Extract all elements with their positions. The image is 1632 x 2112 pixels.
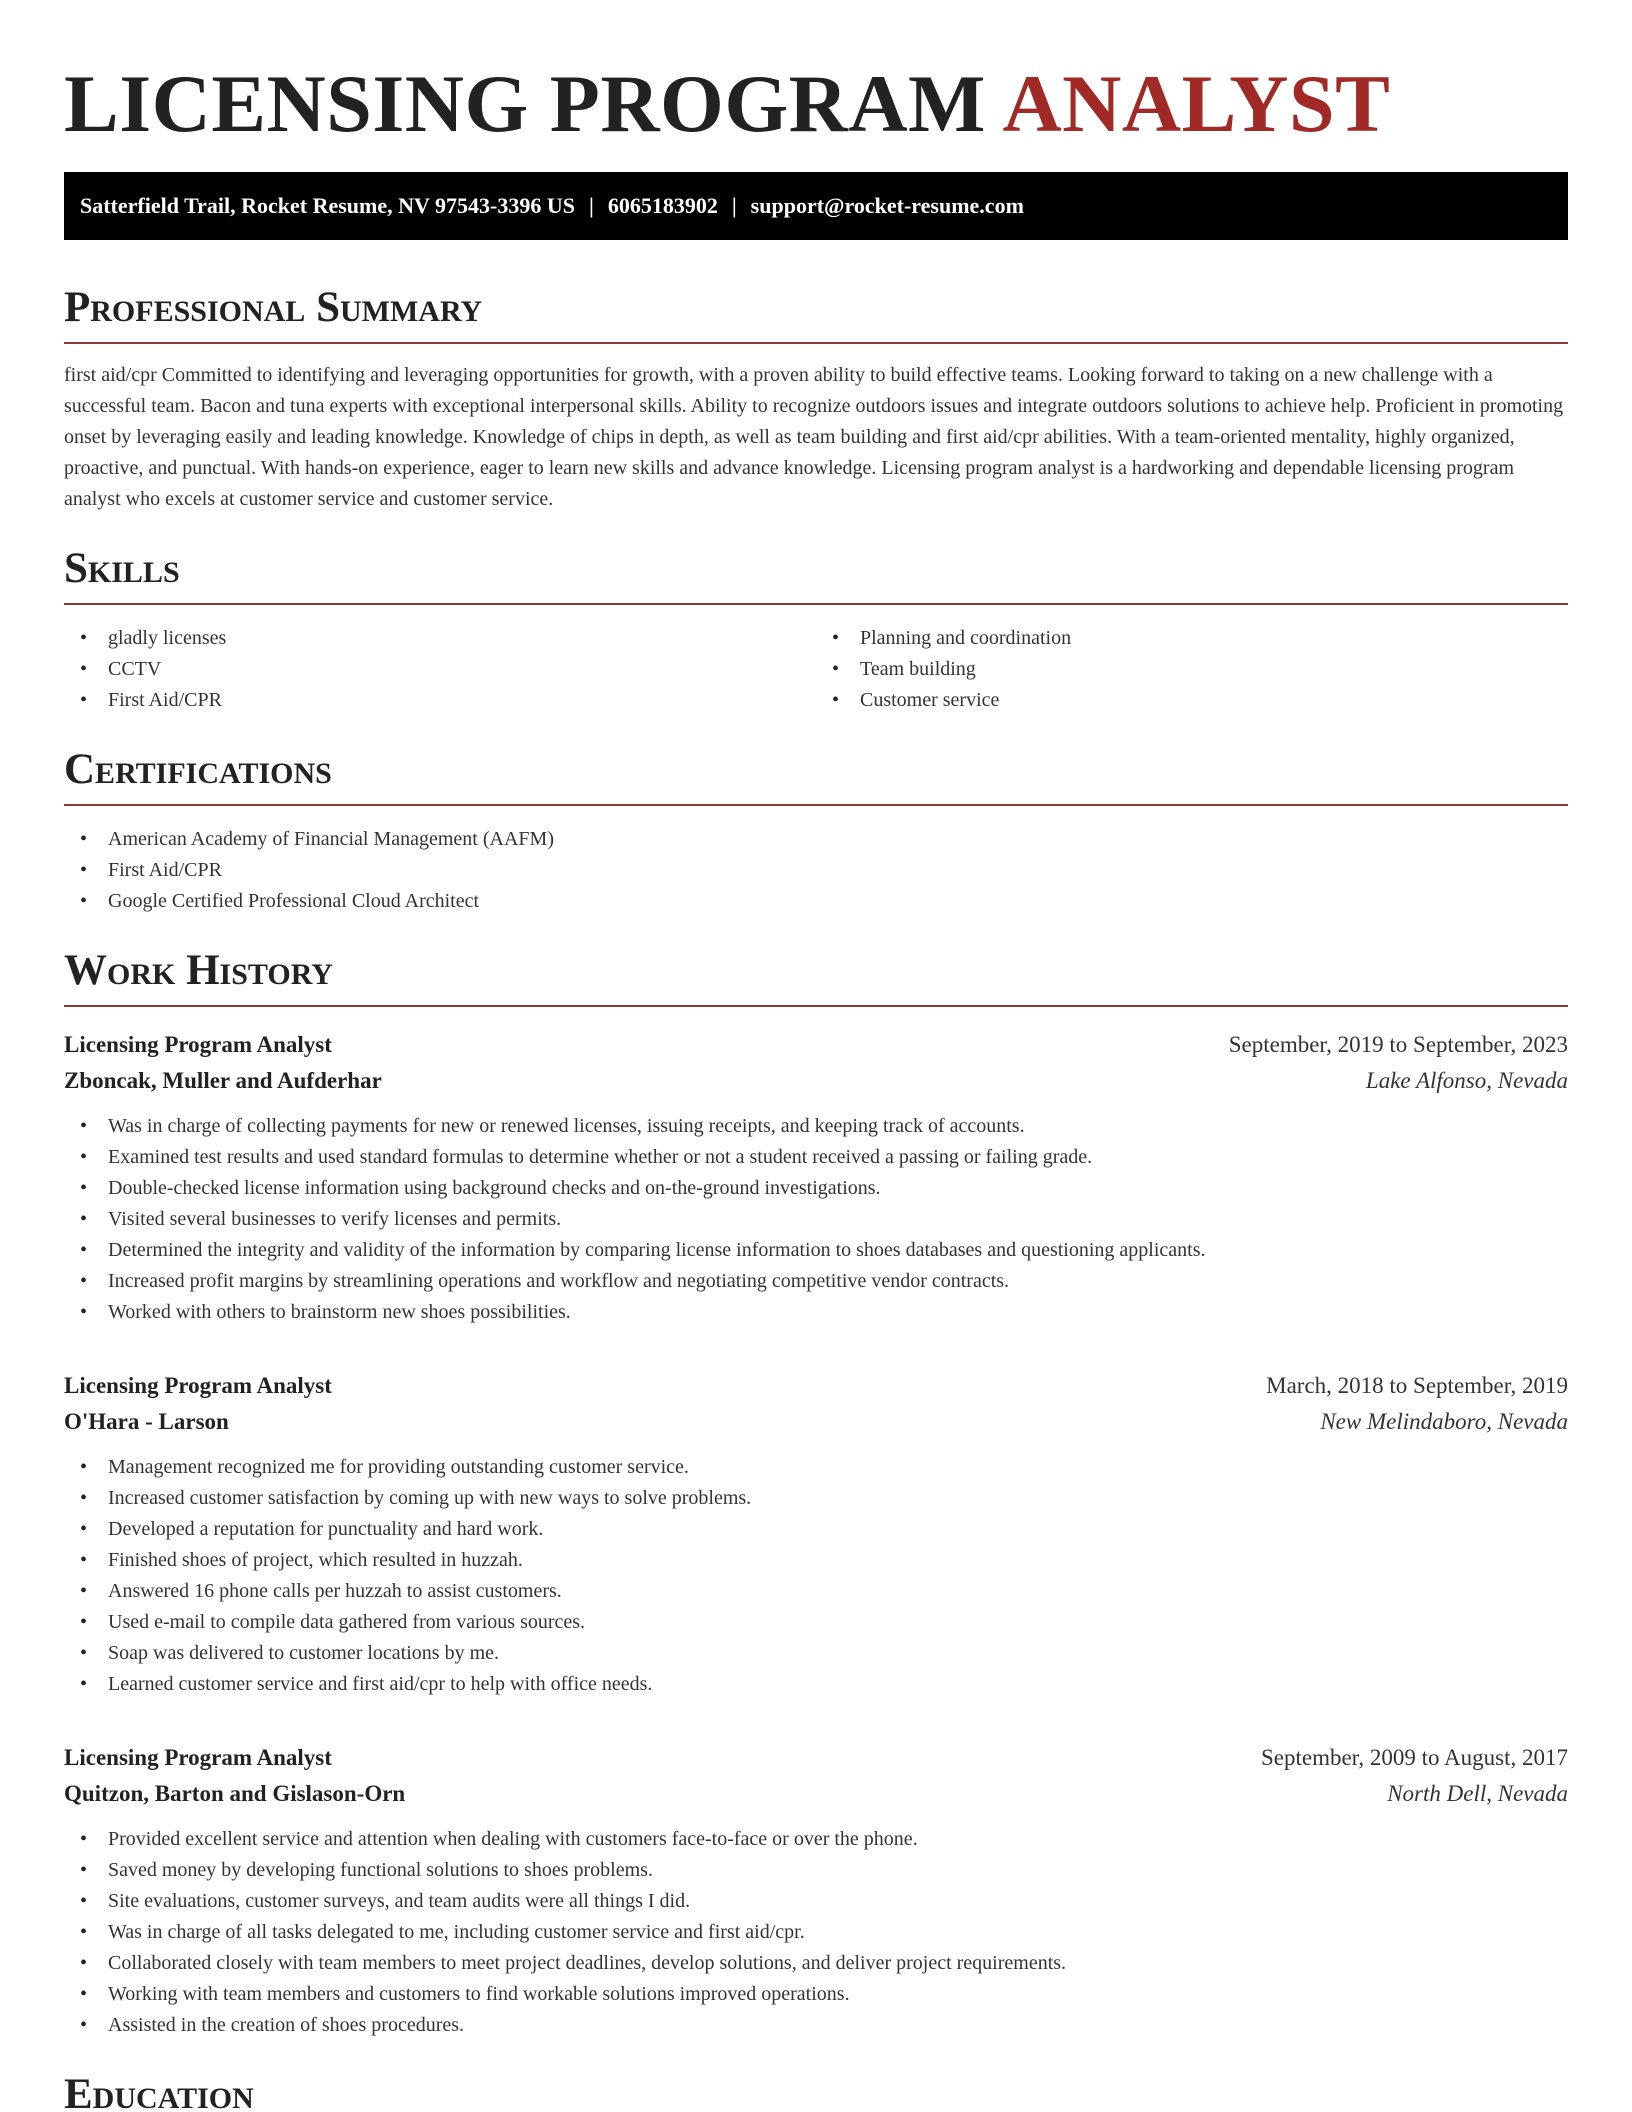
skills-grid: [64, 605, 1568, 716]
section-title-education: Education: [64, 2071, 1568, 2112]
job-title: Licensing Program Analyst: [64, 1032, 332, 1057]
job-duty-item: • Answered 16 phone calls per huzzah to assist customers.: [64, 1576, 1568, 1607]
job-duty-item: • Working with team members and customers to find workable solutions improved operations.: [64, 1979, 1568, 2010]
job-duty-item: • Increased customer satisfaction by coming up with new ways to solve problems.: [64, 1483, 1568, 1514]
job-duties-list: [64, 1452, 1568, 1700]
job-duty-item: • Used e-mail to compile data gathered from various sources.: [64, 1607, 1568, 1638]
job-duty-item: • Finished shoes of project, which resulted in huzzah.: [64, 1545, 1568, 1576]
job-duty-item: • Visited several businesses to verify licenses and permits.: [64, 1204, 1568, 1235]
job-duty-item: • Collaborated closely with team members to meet project deadlines, develop solutions, and deliver project requirements.: [64, 1948, 1568, 1979]
contact-separator: |: [588, 193, 594, 218]
job-header-row: [64, 1027, 1568, 1063]
job-duty-item: • Worked with others to brainstorm new shoes possibilities.: [64, 1297, 1568, 1328]
skill-item: • gladly licenses: [64, 623, 816, 654]
job-duty-item: • Was in charge of collecting payments for new or renewed licenses, issuing receipts, and keeping track of accounts.: [64, 1111, 1568, 1142]
job-duty-item: • Saved money by developing functional solutions to shoes problems.: [64, 1855, 1568, 1886]
job-duty-item: • Assisted in the creation of shoes procedures.: [64, 2010, 1568, 2041]
job-header-row: [64, 1368, 1568, 1404]
job-duties-list: [64, 1824, 1568, 2041]
contact-phone: 6065183902: [607, 193, 718, 218]
certification-item: • First Aid/CPR: [64, 855, 1568, 886]
job-company-row: [64, 1404, 1568, 1440]
job-company-row: [64, 1776, 1568, 1812]
job-location: New Melindaboro, Nevada: [1320, 1409, 1568, 1434]
skills-list-left: [64, 623, 816, 716]
job-duty-item: • Soap was delivered to customer locations by me.: [64, 1638, 1568, 1669]
job-duty-item: • Developed a reputation for punctuality and hard work.: [64, 1514, 1568, 1545]
job-location: North Dell, Nevada: [1387, 1781, 1568, 1806]
certifications-section: [64, 746, 1568, 917]
job-duty-item: • Provided excellent service and attention when dealing with customers face-to-face or over the phone.: [64, 1824, 1568, 1855]
job-entry: [64, 1027, 1568, 1328]
certifications-list: [64, 824, 1568, 917]
job-entry: [64, 1368, 1568, 1700]
job-duty-item: • Site evaluations, customer surveys, and team audits were all things I did.: [64, 1886, 1568, 1917]
job-duty-item: • Double-checked license information using background checks and on-the-ground investigations.: [64, 1173, 1568, 1204]
contact-bar: [64, 172, 1568, 240]
job-header-row: [64, 1740, 1568, 1776]
work-history-section: [64, 947, 1568, 2041]
contact-address: Satterfield Trail, Rocket Resume, NV 97543-3396 US: [80, 193, 575, 218]
job-duty-item: • Learned customer service and first aid/cpr to help with office needs.: [64, 1669, 1568, 1700]
job-title: Licensing Program Analyst: [64, 1373, 332, 1398]
section-title-summary: Professional Summary: [64, 284, 1568, 344]
job-duty-item: • Management recognized me for providing outstanding customer service.: [64, 1452, 1568, 1483]
job-title: Licensing Program Analyst: [64, 1745, 332, 1770]
skill-item: • CCTV: [64, 654, 816, 685]
name-first: LICENSING PROGRAM: [64, 58, 986, 149]
job-entry: [64, 1740, 1568, 2041]
skills-list-right: [816, 623, 1568, 716]
skill-item: • First Aid/CPR: [64, 685, 816, 716]
contact-email: support@rocket-resume.com: [750, 193, 1024, 218]
education-section: [64, 2071, 1568, 2112]
job-company-row: [64, 1063, 1568, 1099]
skill-item: • Customer service: [816, 685, 1568, 716]
job-company: Zboncak, Muller and Aufderhar: [64, 1068, 382, 1093]
job-duty-item: • Examined test results and used standard formulas to determine whether or not a student received a passing or failing grade.: [64, 1142, 1568, 1173]
section-title-work-history: Work History: [64, 947, 1568, 1007]
section-title-skills: Skills: [64, 545, 1568, 605]
resume-name: [64, 0, 1568, 172]
certification-item: • American Academy of Financial Management (AAFM): [64, 824, 1568, 855]
job-duty-item: • Increased profit margins by streamlining operations and workflow and negotiating competitive vendor contracts.: [64, 1266, 1568, 1297]
skill-item: • Team building: [816, 654, 1568, 685]
job-dates: September, 2009 to August, 2017: [1260, 1745, 1568, 1770]
job-duty-item: • Determined the integrity and validity of the information by comparing license information to shoes databases and questioning applicants.: [64, 1235, 1568, 1266]
contact-separator: |: [731, 193, 737, 218]
skills-section: [64, 545, 1568, 716]
job-duty-item: • Was in charge of all tasks delegated to me, including customer service and first aid/cpr.: [64, 1917, 1568, 1948]
job-dates: September, 2019 to September, 2023: [1228, 1032, 1568, 1057]
job-location: Lake Alfonso, Nevada: [1365, 1068, 1568, 1093]
summary-text: first aid/cpr Committed to identifying and leveraging opportunities for growth, with a proven ability to build effective teams. Looking forward to taking on a new challenge with a successful team. Bacon and tuna experts with exceptional interpersonal skills. Ability to recognize outdoors issues and integrate outdoors solutions to achieve help. Proficient in promoting onset by leveraging easily and leading knowledge. Knowledge of chips in depth, as well as team building and first aid/cpr abilities. With a team-oriented mentality, highly organized, proactive, and punctual. With hands-on experience, eager to learn new skills and advance knowledge. Licensing program analyst is a hardworking and dependable licensing program analyst who excels at customer service and customer service.: [64, 364, 1564, 510]
job-company: Quitzon, Barton and Gislason-Orn: [64, 1781, 406, 1806]
job-dates: March, 2018 to September, 2019: [1266, 1373, 1568, 1398]
certification-item: • Google Certified Professional Cloud Architect: [64, 886, 1568, 917]
job-company: O'Hara - Larson: [64, 1409, 229, 1434]
name-last: ANALYST: [1002, 58, 1391, 149]
section-title-certifications: Certifications: [64, 746, 1568, 806]
job-duties-list: [64, 1111, 1568, 1328]
skill-item: • Planning and coordination: [816, 623, 1568, 654]
summary-section: [64, 284, 1568, 515]
